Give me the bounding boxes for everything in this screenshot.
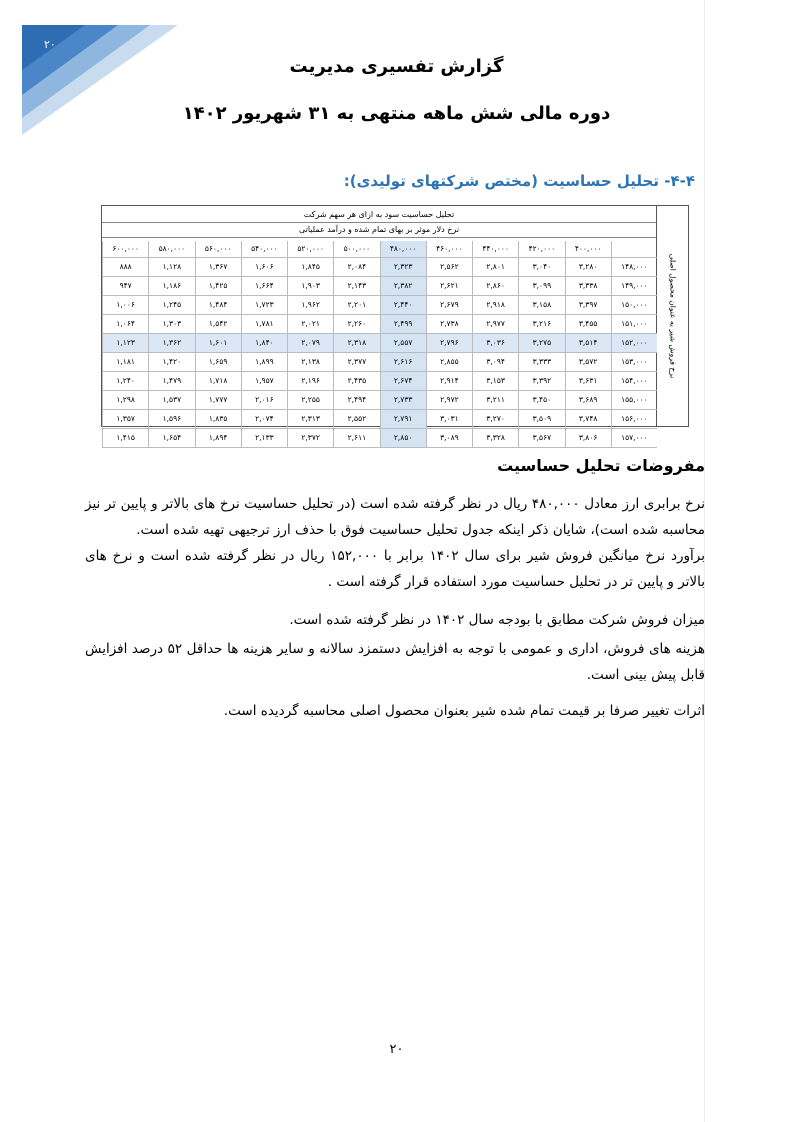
- paragraph-3: میزان فروش شرکت مطابق با بودجه سال ۱۴۰۲ در نظر گرفته شده است.: [289, 612, 705, 628]
- table-cell: ۲,۶۲۱: [426, 277, 472, 295]
- table-cell: ۲,۳۱۸: [333, 334, 379, 352]
- table-cell: ۲,۴۹۹: [380, 315, 426, 333]
- column-header: ۵۸۰,۰۰۰: [148, 241, 194, 257]
- table-cell: ۱,۸۳۵: [195, 410, 241, 428]
- table-cell: ۲,۳۷۲: [287, 429, 333, 447]
- table-cell: ۱,۱۸۱: [102, 353, 148, 371]
- table-cell: ۳,۰۳۶: [472, 334, 518, 352]
- table-cell: ۲,۱۴۳: [333, 277, 379, 295]
- report-title: گزارش تفسیری مدیریت: [289, 56, 504, 77]
- table-row: [102, 277, 657, 296]
- table-cell: ۱,۸۹۴: [195, 429, 241, 447]
- column-axis-label: نرخ دلار موثر بر بهای تمام شده و درآمد عملیاتی: [102, 223, 656, 238]
- table-cell: ۲,۲۰۱: [333, 296, 379, 314]
- column-header: ۶۰۰,۰۰۰: [102, 241, 148, 257]
- table-cell: ۱,۴۲۵: [195, 277, 241, 295]
- table-cell: ۱,۷۱۸: [195, 372, 241, 390]
- table-cell: ۳,۱۵۸: [518, 296, 564, 314]
- table-row: [102, 391, 657, 410]
- table-cell: ۳,۶۸۹: [565, 391, 611, 409]
- table-cell: ۳,۳۳۳: [518, 353, 564, 371]
- row-header: ۱۴۸,۰۰۰: [611, 258, 657, 276]
- table-cell: ۳,۲۷۵: [518, 334, 564, 352]
- column-header: ۴۰۰,۰۰۰: [565, 241, 611, 257]
- column-header: ۴۶۰,۰۰۰: [426, 241, 472, 257]
- table-cell: ۳,۶۳۱: [565, 372, 611, 390]
- table-cell: ۳,۲۱۱: [472, 391, 518, 409]
- table-cell: ۱,۴۸۴: [195, 296, 241, 314]
- table-cell: ۲,۳۲۳: [380, 258, 426, 276]
- table-row: [102, 372, 657, 391]
- table-cell: ۳,۵۰۹: [518, 410, 564, 428]
- table-cell: ۲,۶۱۶: [380, 353, 426, 371]
- table-row: [102, 410, 657, 429]
- column-header: ۵۰۰,۰۰۰: [333, 241, 379, 257]
- section-heading: ۴-۴- تحلیل حساسیت (مختص شرکتهای تولیدی):: [343, 172, 695, 190]
- table-cell: ۱,۳۵۷: [102, 410, 148, 428]
- table-cell: ۲,۸۵۵: [426, 353, 472, 371]
- row-axis-label: نرخ فروش شیر به عنوان محصول اصلی: [668, 253, 677, 379]
- sensitivity-table: [101, 205, 689, 442]
- table-cell: ۱,۳۰۳: [148, 315, 194, 333]
- table-cell: ۳,۴۵۰: [518, 391, 564, 409]
- table-cell: ۲,۱۳۸: [287, 353, 333, 371]
- table-cell: ۳,۳۹۲: [518, 372, 564, 390]
- table-cell: ۲,۵۵۲: [333, 410, 379, 428]
- table-cell: ۲,۱۹۶: [287, 372, 333, 390]
- table-cell: ۳,۲۸۰: [565, 258, 611, 276]
- table-cell: ۲,۶۱۱: [333, 429, 379, 447]
- paragraph-1: نرخ برابری ارز معادل ۴۸۰,۰۰۰ ریال در نظر گرفته شده است (در تحلیل حساسیت نرخ های بالاتر و پایین تر نیز محاسبه شده است)، شایان ذکر اینکه جدول تحلیل حساسیت فوق با حذف ارز ترجیهی تهیه شده است.: [85, 496, 705, 538]
- table-cell: ۱,۶۰۶: [241, 258, 287, 276]
- table-cell: ۳,۵۱۴: [565, 334, 611, 352]
- row-header: ۱۵۲,۰۰۰: [611, 334, 657, 352]
- table-cell: ۳,۲۷۰: [472, 410, 518, 428]
- column-header: ۵۶۰,۰۰۰: [195, 241, 241, 257]
- table-cell: ۱,۰۶۴: [102, 315, 148, 333]
- assumptions-title: مفروضات تحلیل حساسیت: [497, 456, 705, 475]
- table-cell: ۳,۰۸۹: [426, 429, 472, 447]
- table-cell: ۲,۷۹۱: [380, 410, 426, 428]
- table-cell: ۲,۸۰۱: [472, 258, 518, 276]
- table-cell: ۱,۶۵۴: [148, 429, 194, 447]
- table-cell: ۲,۶۷۹: [426, 296, 472, 314]
- table-cell: ۳,۲۱۶: [518, 315, 564, 333]
- table-cell: ۲,۹۱۴: [426, 372, 472, 390]
- table-cell: ۱,۸۴۵: [287, 258, 333, 276]
- table-cell: ۲,۶۷۴: [380, 372, 426, 390]
- table-cell: ۲,۲۶۰: [333, 315, 379, 333]
- table-cell: ۱,۲۴۵: [148, 296, 194, 314]
- table-cell: ۳,۵۶۷: [518, 429, 564, 447]
- corner-cell: [611, 241, 657, 257]
- table-cell: ۱,۱۸۶: [148, 277, 194, 295]
- table-cell: ۲,۸۵۰: [380, 429, 426, 447]
- table-cell: ۸۸۸: [102, 258, 148, 276]
- table-cell: ۳,۰۳۱: [426, 410, 472, 428]
- table-cell: ۲,۴۳۵: [333, 372, 379, 390]
- row-header: ۱۵۵,۰۰۰: [611, 391, 657, 409]
- table-cell: ۱,۱۲۳: [102, 334, 148, 352]
- table-cell: ۹۴۷: [102, 277, 148, 295]
- table-cell: ۱,۷۷۷: [195, 391, 241, 409]
- table-cell: ۲,۹۷۲: [426, 391, 472, 409]
- table-cell: ۲,۵۵۷: [380, 334, 426, 352]
- table-cell: ۳,۰۹۴: [472, 353, 518, 371]
- table-cell: ۱,۵۳۷: [148, 391, 194, 409]
- paragraph-5: اثرات تغییر صرفا بر قیمت تمام شده شیر بعنوان محصول اصلی محاسبه گردیده است.: [223, 703, 705, 719]
- corner-page-number: ۲۰: [44, 38, 56, 51]
- table-cell: ۳,۰۹۹: [518, 277, 564, 295]
- table-cell: ۱,۲۹۸: [102, 391, 148, 409]
- table-cell: ۲,۱۳۳: [241, 429, 287, 447]
- table-cell: ۱,۵۴۲: [195, 315, 241, 333]
- table-cell: ۲,۰۷۹: [287, 334, 333, 352]
- table-cell: ۳,۷۴۸: [565, 410, 611, 428]
- table-cell: ۳,۸۰۶: [565, 429, 611, 447]
- table-cell: ۱,۶۵۹: [195, 353, 241, 371]
- table-cell: ۱,۶۶۴: [241, 277, 287, 295]
- table-cell: ۲,۲۵۵: [287, 391, 333, 409]
- column-header: ۴۴۰,۰۰۰: [472, 241, 518, 257]
- table-cell: ۱,۲۴۰: [102, 372, 148, 390]
- table-cell: ۳,۴۵۵: [565, 315, 611, 333]
- table-cell: ۱,۱۲۸: [148, 258, 194, 276]
- table-cell: ۳,۳۹۷: [565, 296, 611, 314]
- table-header-row: [102, 241, 657, 258]
- row-header: ۱۵۶,۰۰۰: [611, 410, 657, 428]
- table-cell: ۲,۴۴۰: [380, 296, 426, 314]
- column-header: ۴۸۰,۰۰۰: [380, 241, 426, 257]
- table-cell: ۳,۳۲۸: [472, 429, 518, 447]
- table-cell: ۱,۴۷۹: [148, 372, 194, 390]
- report-period: دوره مالی شش ماهه منتهی به ۳۱ شهریور ۱۴۰۲: [182, 103, 611, 124]
- table-row: [102, 296, 657, 315]
- row-header: ۱۵۱,۰۰۰: [611, 315, 657, 333]
- table-caption: تحلیل حساسیت سود به ازای هر سهم شرکت: [102, 208, 656, 223]
- table-cell: ۱,۹۰۳: [287, 277, 333, 295]
- page-number: ۲۰: [389, 1042, 404, 1057]
- table-cell: ۲,۰۲۱: [287, 315, 333, 333]
- table-cell: ۳,۱۵۳: [472, 372, 518, 390]
- table-cell: ۲,۴۹۴: [333, 391, 379, 409]
- table-row: [102, 258, 657, 277]
- table-cell: ۲,۰۸۴: [333, 258, 379, 276]
- table-cell: ۱,۹۶۲: [287, 296, 333, 314]
- row-header: ۱۵۳,۰۰۰: [611, 353, 657, 371]
- table-cell: ۲,۵۶۲: [426, 258, 472, 276]
- row-header: ۱۴۹,۰۰۰: [611, 277, 657, 295]
- table-cell: ۲,۹۱۸: [472, 296, 518, 314]
- column-header: ۵۴۰,۰۰۰: [241, 241, 287, 257]
- paragraph-2: برآورد نرخ میانگین فروش شیر برای سال ۱۴۰۲ برابر با ۱۵۲,۰۰۰ ریال در نظر گرفته شده است و نرخ های بالاتر و پایین تر در تحلیل حساسیت مورد استفاده قرار گرفته است .: [85, 548, 705, 590]
- table-cell: ۲,۹۷۷: [472, 315, 518, 333]
- table-cell: ۲,۸۶۰: [472, 277, 518, 295]
- table-cell: ۳,۵۷۲: [565, 353, 611, 371]
- table-cell: ۱,۰۰۶: [102, 296, 148, 314]
- table-cell: ۱,۶۰۱: [195, 334, 241, 352]
- table-cell: ۲,۳۱۳: [287, 410, 333, 428]
- column-header: ۵۲۰,۰۰۰: [287, 241, 333, 257]
- table-cell: ۱,۳۶۲: [148, 334, 194, 352]
- table-cell: ۱,۴۱۵: [102, 429, 148, 447]
- table-cell: ۱,۸۹۹: [241, 353, 287, 371]
- table-cell: ۱,۸۴۰: [241, 334, 287, 352]
- table-cell: ۱,۹۵۷: [241, 372, 287, 390]
- table-cell: ۲,۷۹۶: [426, 334, 472, 352]
- table-cell: ۲,۰۷۴: [241, 410, 287, 428]
- table-row: [102, 334, 657, 353]
- row-header: ۱۵۰,۰۰۰: [611, 296, 657, 314]
- table-cell: ۲,۷۳۸: [426, 315, 472, 333]
- table-row: [102, 429, 657, 448]
- paragraph-4: هزینه های فروش، اداری و عمومی با توجه به افزایش دستمزد سالانه و سایر هزینه ها حداقل ۵۲ درصد افزایش قابل پیش بینی است.: [85, 641, 705, 683]
- row-header: ۱۵۴,۰۰۰: [611, 372, 657, 390]
- column-header: ۴۲۰,۰۰۰: [518, 241, 564, 257]
- table-cell: ۱,۳۶۷: [195, 258, 241, 276]
- table-cell: ۳,۳۳۸: [565, 277, 611, 295]
- row-header: ۱۵۷,۰۰۰: [611, 429, 657, 447]
- table-cell: ۳,۰۴۰: [518, 258, 564, 276]
- table-cell: ۲,۷۳۳: [380, 391, 426, 409]
- table-row: [102, 353, 657, 372]
- table-cell: ۲,۳۷۷: [333, 353, 379, 371]
- table-cell: ۲,۰۱۶: [241, 391, 287, 409]
- row-axis-label-cell: [656, 206, 688, 426]
- table-grid: [102, 241, 657, 448]
- table-cell: ۱,۵۹۶: [148, 410, 194, 428]
- table-cell: ۱,۷۸۱: [241, 315, 287, 333]
- table-cell: ۲,۳۸۲: [380, 277, 426, 295]
- table-cell: ۱,۷۲۳: [241, 296, 287, 314]
- table-cell: ۱,۴۲۰: [148, 353, 194, 371]
- table-row: [102, 315, 657, 334]
